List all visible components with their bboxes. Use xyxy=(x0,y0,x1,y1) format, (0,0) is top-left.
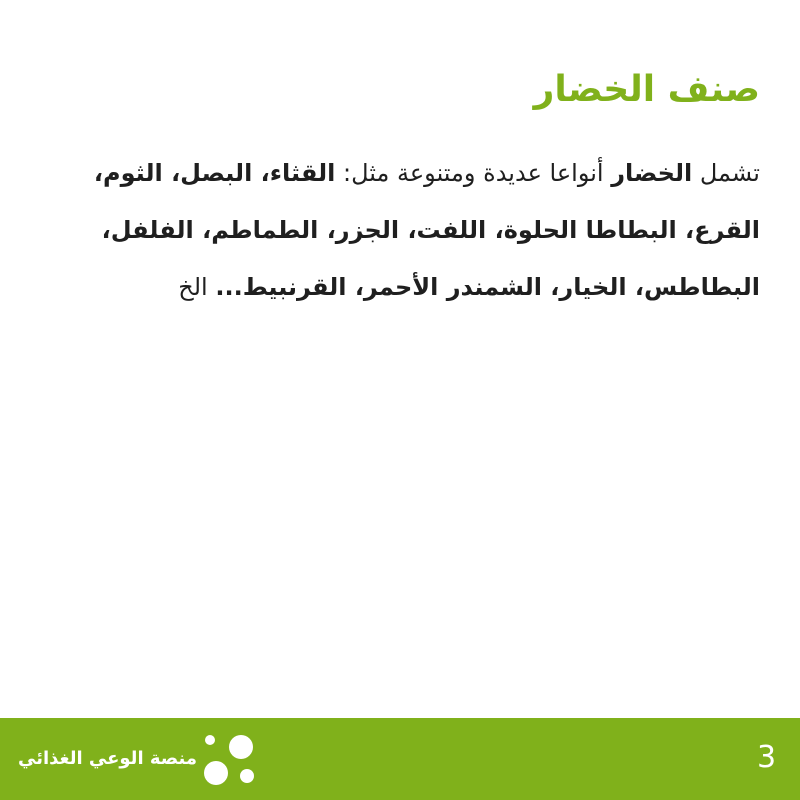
footer-bar xyxy=(0,718,800,800)
body-examples: القثاء، البصل، الثوم، القرع، البطاطا الحلوة، اللفت، الجزر، الطماطم، الفلفل، البطاطس، الخيار، الشمندر الأحمر، القرنبيط... xyxy=(93,159,760,301)
brand-name: منصة الوعي الغذائي xyxy=(18,748,198,769)
page-title: صنف الخضار xyxy=(533,69,760,110)
body-ending: الخ xyxy=(178,273,216,301)
dots-logo-icon xyxy=(200,733,256,787)
body-intro-bold: الخضار xyxy=(611,159,693,187)
page-number: 3 xyxy=(757,740,777,775)
body-intro: تشمل xyxy=(692,159,760,187)
body-middle: أنواعا عديدة ومتنوعة مثل: xyxy=(335,159,612,187)
body-paragraph xyxy=(40,145,760,316)
